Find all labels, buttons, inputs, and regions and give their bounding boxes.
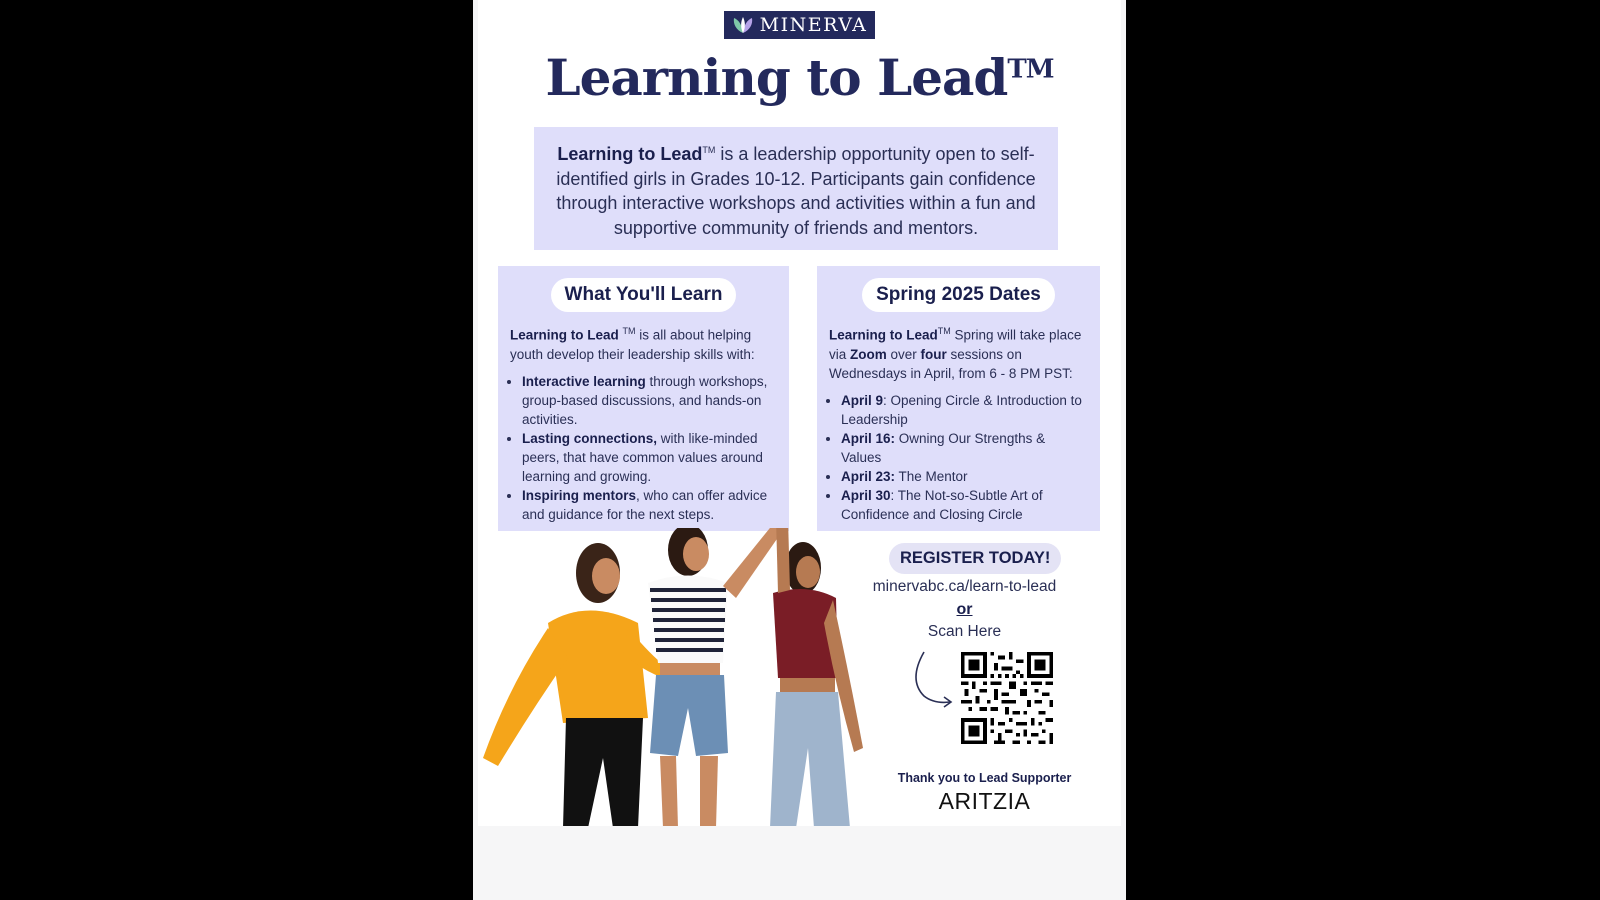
dates-heading: Spring 2025 Dates <box>862 278 1055 312</box>
minerva-logo <box>724 11 875 39</box>
scan-text: Scan Here <box>927 623 1002 640</box>
learn-lead <box>510 322 777 364</box>
qr-code[interactable] <box>961 652 1053 744</box>
register-button[interactable]: REGISTER TODAY! <box>889 543 1061 574</box>
learn-list <box>510 372 777 524</box>
date-bold: April 30 <box>841 487 891 503</box>
learn-lead-bold: Learning to Lead <box>510 327 619 343</box>
intro-tm: TM <box>702 145 716 155</box>
intro-box <box>534 127 1058 250</box>
dates-four: four <box>920 346 947 362</box>
list-item <box>841 429 1088 467</box>
trademark: TM <box>1007 54 1054 85</box>
list-item <box>522 429 777 486</box>
logo-text: MINERVA <box>759 14 868 36</box>
date-bold: April 9 <box>841 392 884 408</box>
dates-card <box>817 266 1100 531</box>
list-item <box>841 391 1088 429</box>
dates-lead-text: Spring will take place via <box>829 327 1082 362</box>
leaf-icon <box>732 16 754 34</box>
list-item-bold: Interactive learning <box>522 373 646 389</box>
date-bold: April 23: <box>841 468 896 484</box>
dates-zoom: Zoom <box>850 346 887 362</box>
list-item-text: through workshops, group-based discussions, and hands-on activities. <box>522 373 768 427</box>
list-item <box>522 372 777 429</box>
learn-card <box>498 266 789 531</box>
list-item-text: with like-minded peers, that have common values around learning and growing. <box>522 430 763 484</box>
list-item <box>841 486 1088 524</box>
dates-list <box>829 391 1088 524</box>
date-text: : The Not-so-Subtle Art of Confidence and Closing Circle <box>841 487 1043 522</box>
dates-lead-tm: TM <box>937 326 951 336</box>
sponsor-thanks: Thank you to Lead Supporter <box>897 771 1072 785</box>
sponsor-logo: ARITZIA <box>938 788 1031 814</box>
list-item <box>841 467 1088 486</box>
intro-text: is a leadership opportunity open to self-identified girls in Grades 10-12. Participants gain confidence through interactive workshops and activities within a fun and supportive community of friends and mentors. <box>556 144 1036 238</box>
page-title <box>478 48 1121 107</box>
dates-lead <box>829 322 1088 383</box>
list-item-bold: Inspiring mentors <box>522 487 637 503</box>
register-url[interactable]: minervabc.ca/learn-to-lead <box>872 578 1057 595</box>
person-middle <box>648 528 788 826</box>
dates-lead-text: over <box>886 346 921 362</box>
curved-arrow-icon <box>906 650 956 710</box>
date-text: The Mentor <box>895 468 968 484</box>
date-text: : Opening Circle & Introduction to Leadership <box>841 392 1082 427</box>
date-text: Owning Our Strengths & Values <box>841 430 1046 465</box>
learn-lead-text: is all about helping youth develop their leadership skills with: <box>510 327 755 362</box>
list-item-bold: Lasting connections, <box>522 430 658 446</box>
flyer <box>478 0 1121 826</box>
dates-lead-bold: Learning to Lead <box>829 327 938 343</box>
dates-lead-text: sessions on Wednesdays in April, from 6 - 8 PM PST: <box>829 346 1073 381</box>
intro-bold: Learning to Lead <box>557 144 703 164</box>
title-text: Learning to Lead <box>545 48 1008 107</box>
date-bold: April 16: <box>841 430 896 446</box>
learn-lead-tm: TM <box>622 326 636 336</box>
list-item-text: , who can offer advice and guidance for the next steps. <box>522 487 768 522</box>
learn-heading: What You'll Learn <box>551 278 737 312</box>
person-left <box>483 543 668 826</box>
list-item <box>522 486 777 524</box>
or-text: or <box>956 601 973 618</box>
